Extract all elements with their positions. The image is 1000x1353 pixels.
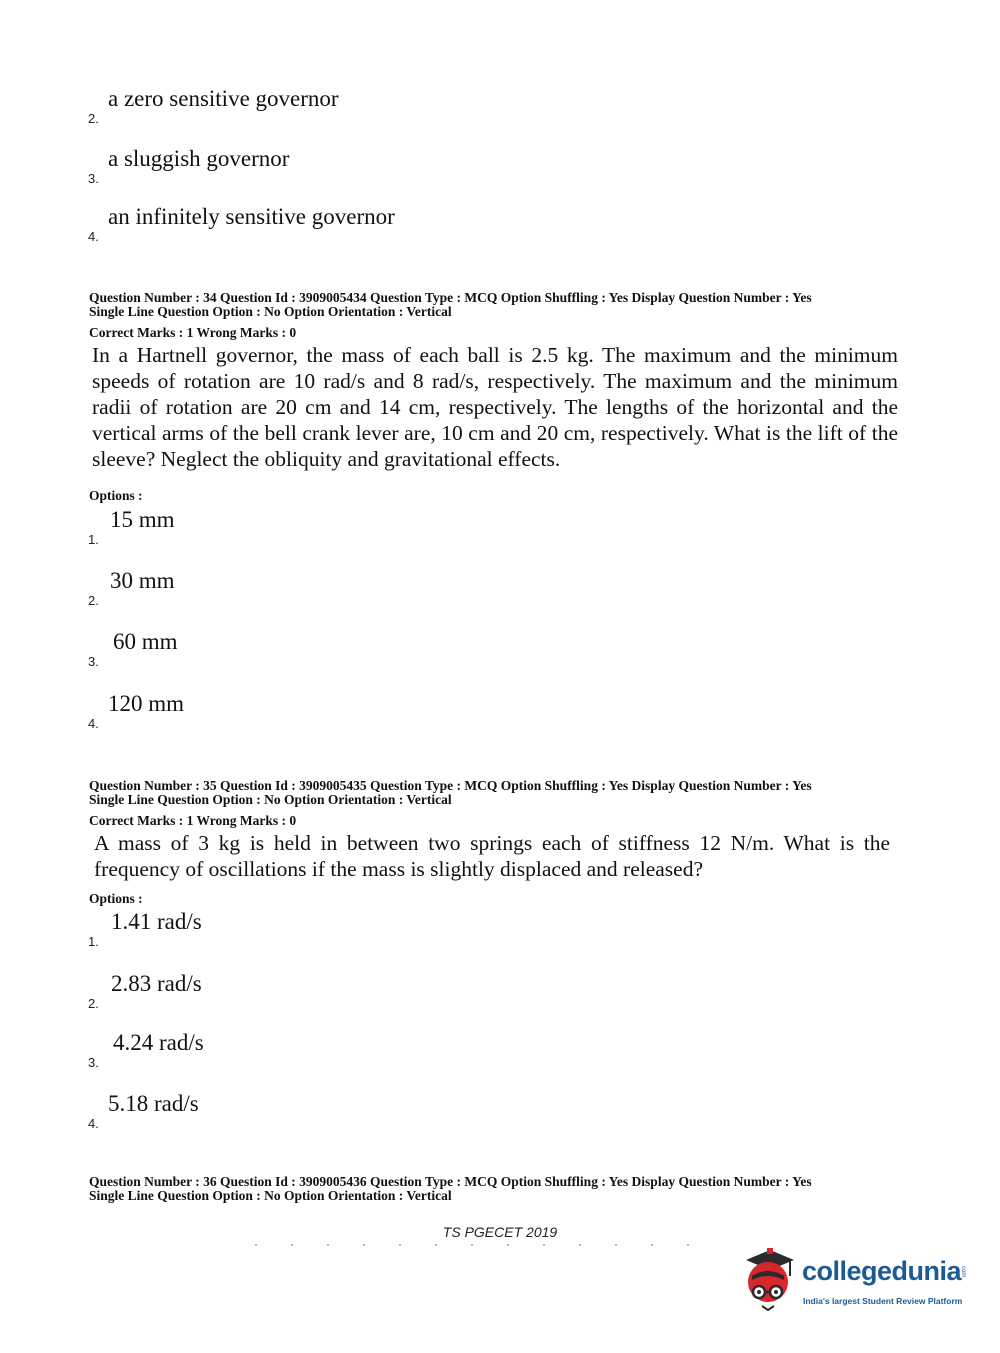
option-text: 120 mm [108, 691, 185, 716]
footer-dotted-rule [238, 1244, 718, 1246]
option-number: 1. [88, 532, 99, 547]
question-35-text: A mass of 3 kg is held in between two springs each of stiffness 12 N/m. What is the frequency of oscillations if the mass is slightly displaced and released? [94, 831, 890, 881]
option-row [88, 204, 488, 244]
option-number: 2. [88, 593, 99, 608]
question-36-meta-line2: Single Line Question Option : No Option Orientation : Vertical [89, 1188, 452, 1203]
option-number: 1. [88, 934, 99, 949]
option-row [88, 146, 488, 186]
option-number: 4. [88, 229, 99, 244]
brand-name: collegedunia [802, 1256, 962, 1286]
question-35-meta-line2: Single Line Question Option : No Option Orientation : Vertical [89, 792, 452, 807]
option-row [88, 909, 488, 949]
option-number: 4. [88, 716, 99, 731]
option-row [88, 568, 488, 608]
option-number: 3. [88, 654, 99, 669]
graduate-mascot-icon [740, 1246, 802, 1316]
option-text: a zero sensitive governor [108, 86, 339, 111]
option-number: 3. [88, 171, 99, 186]
option-row [88, 629, 488, 669]
option-text: a sluggish governor [108, 146, 290, 171]
option-row [88, 1091, 488, 1131]
option-row [88, 971, 488, 1011]
option-number: 3. [88, 1055, 99, 1070]
option-text: an infinitely sensitive governor [108, 204, 395, 229]
question-36-meta: Question Number : 36 Question Id : 3909005436 Question Type : MCQ Option Shuffling : Yes Display Question Number : Yes [89, 1174, 812, 1189]
option-number: 2. [88, 996, 99, 1011]
question-35-marks: Correct Marks : 1 Wrong Marks : 0 [89, 813, 297, 828]
option-row [88, 1030, 488, 1070]
option-row [88, 86, 488, 126]
question-35-meta: Question Number : 35 Question Id : 3909005435 Question Type : MCQ Option Shuffling : Yes Display Question Number : Yes [89, 778, 812, 793]
option-text: 60 mm [113, 629, 178, 654]
exam-title: TS PGECET 2019 [442, 1224, 558, 1240]
option-text: 2.83 rad/s [111, 971, 202, 996]
brand-suffix: com [960, 1266, 966, 1278]
option-text: 15 mm [110, 507, 175, 532]
option-number: 2. [88, 111, 99, 126]
options-label: Options : [89, 891, 143, 906]
option-text: 1.41 rad/s [111, 909, 202, 934]
question-34-text: In a Hartnell governor, the mass of each ball is 2.5 kg. The maximum and the minimum speeds of rotation are 10 rad/s and 8 rad/s, respectively. The maximum and the minimum radii of rotation are 20 cm and 14 cm, respectively. The lengths of the horizontal and the vertical arms of the bell crank lever are, 10 cm and 20 cm, respectively. What is the lift of the sleeve? Neglect the obliquity and gravitational effects. [92, 343, 898, 471]
option-text: 4.24 rad/s [113, 1030, 204, 1055]
option-text: 5.18 rad/s [108, 1091, 199, 1116]
question-34-meta-line2: Single Line Question Option : No Option Orientation : Vertical [89, 304, 452, 319]
brand-tagline: India's largest Student Review Platform [803, 1296, 963, 1306]
option-row [88, 507, 488, 547]
question-34-marks: Correct Marks : 1 Wrong Marks : 0 [89, 325, 297, 340]
option-number: 4. [88, 1116, 99, 1131]
option-text: 30 mm [110, 568, 175, 593]
question-34-meta: Question Number : 34 Question Id : 3909005434 Question Type : MCQ Option Shuffling : Yes Display Question Number : Yes [89, 290, 812, 305]
options-label: Options : [89, 488, 143, 503]
collegedunia-logo [740, 1246, 972, 1316]
option-row [88, 691, 488, 731]
